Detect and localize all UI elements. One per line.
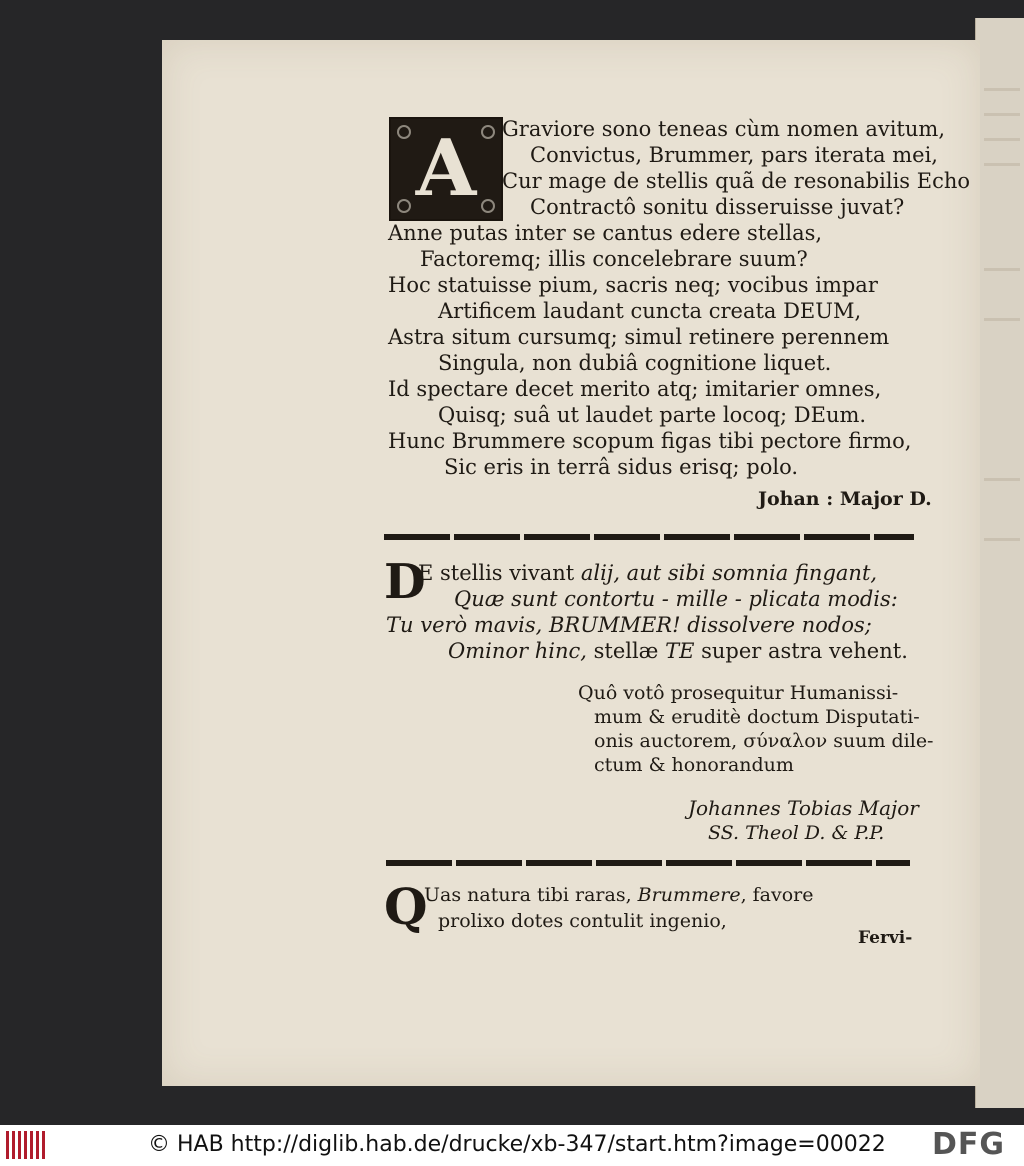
poem1-line-1: Graviore sono teneas cùm nomen avitum,	[502, 117, 945, 141]
poem2-line-1-italic: alij, aut sibi somnia fingant,	[580, 561, 878, 585]
poem2-line-4-roman: stellæ	[593, 639, 666, 663]
poem1-line-11: Id spectare decet merito atq; imitarier omnes,	[388, 377, 882, 401]
poem2-line-4-te: TE	[665, 639, 695, 663]
poem2-line-3-start: Tu verò mavis,	[386, 613, 549, 637]
poem1-line-6: Factoremq; illis concelebrare suum?	[420, 247, 808, 271]
scanned-page	[162, 40, 980, 1086]
ornamental-initial	[389, 117, 503, 221]
poem3-initial: Q	[384, 877, 428, 936]
poem1-line-4: Contractô sonitu disseruisse juvat?	[530, 195, 905, 219]
poem1-line-7: Hoc statuisse pium, sacris neq; vocibus impar	[388, 273, 878, 297]
poem2-line-1-roman: E stellis vivant	[418, 561, 581, 585]
poem1-line-2: Convictus, Brummer, pars iterata mei,	[530, 143, 938, 167]
poem1-line-3: Cur mage de stellis quã de resonabilis Echo	[502, 169, 971, 193]
poem2-line-3	[386, 612, 872, 638]
copyright-url[interactable]: © HAB http://diglib.hab.de/drucke/xb-347/start.htm?image=00022	[148, 1132, 886, 1157]
poem2-line-4-end: super astra vehent.	[694, 639, 908, 663]
adjacent-page-edge	[975, 18, 1024, 1108]
poem2-line-4	[448, 638, 908, 664]
section-divider-2	[386, 860, 910, 866]
dedication-line-2: mum & eruditè doctum Disputati-	[594, 706, 920, 728]
poem2-line-1	[418, 560, 877, 586]
poem3-line-2: prolixo dotes contulit ingenio,	[438, 910, 727, 932]
poem1-line-5: Anne putas inter se cantus edere stellas,	[388, 221, 823, 245]
poem3-line-1	[424, 884, 814, 906]
catchword: Fervi-	[858, 928, 913, 948]
poem2-initial: D	[384, 554, 426, 610]
hab-library-icon[interactable]	[6, 1131, 46, 1159]
dedication-line-1: Quô votô prosequitur Humanissi-	[578, 682, 899, 704]
dedication-line-4: ctum & honorandum	[594, 754, 794, 776]
poem2-line-3-end: ! dissolvere nodos;	[672, 613, 872, 637]
poem1-line-9: Astra situm cursumq; simul retinere perennem	[388, 325, 890, 349]
poem1-line-13: Hunc Brummere scopum figas tibi pectore firmo,	[388, 429, 912, 453]
poem3-line-1-name: Brummere	[637, 884, 741, 906]
poem2-signature-title: SS. Theol D. & P.P.	[708, 822, 885, 844]
poem2-line-3-name: BRUMMER	[549, 613, 673, 637]
poem1-signature: Johan : Major D.	[758, 488, 932, 510]
section-divider-1	[384, 534, 914, 540]
poem1-line-10: Singula, non dubiâ cognitione liquet.	[438, 351, 832, 375]
dedication-line-3: onis auctorem, σύναλον suum dile-	[594, 730, 934, 752]
poem3-line-1-start: Uas natura tibi raras,	[424, 884, 638, 906]
poem1-line-12: Quisq; suâ ut laudet parte locoq; DEum.	[438, 403, 867, 427]
poem3-line-1-end: , favore	[740, 884, 814, 906]
footer-bar	[0, 1125, 1024, 1166]
poem2-line-2: Quæ sunt contortu - mille - plicata modis:	[454, 587, 898, 611]
poem1-line-14: Sic eris in terrâ sidus erisq; polo.	[444, 455, 799, 479]
poem1-line-8: Artificem laudant cuncta creata DEUM,	[438, 299, 862, 323]
poem2-line-4-start: Ominor hinc,	[448, 639, 594, 663]
poem2-signature-name: Johannes Tobias Major	[688, 796, 919, 820]
dfg-logo[interactable]: DFG	[932, 1127, 1006, 1162]
initial-letter-a: A	[415, 123, 477, 214]
